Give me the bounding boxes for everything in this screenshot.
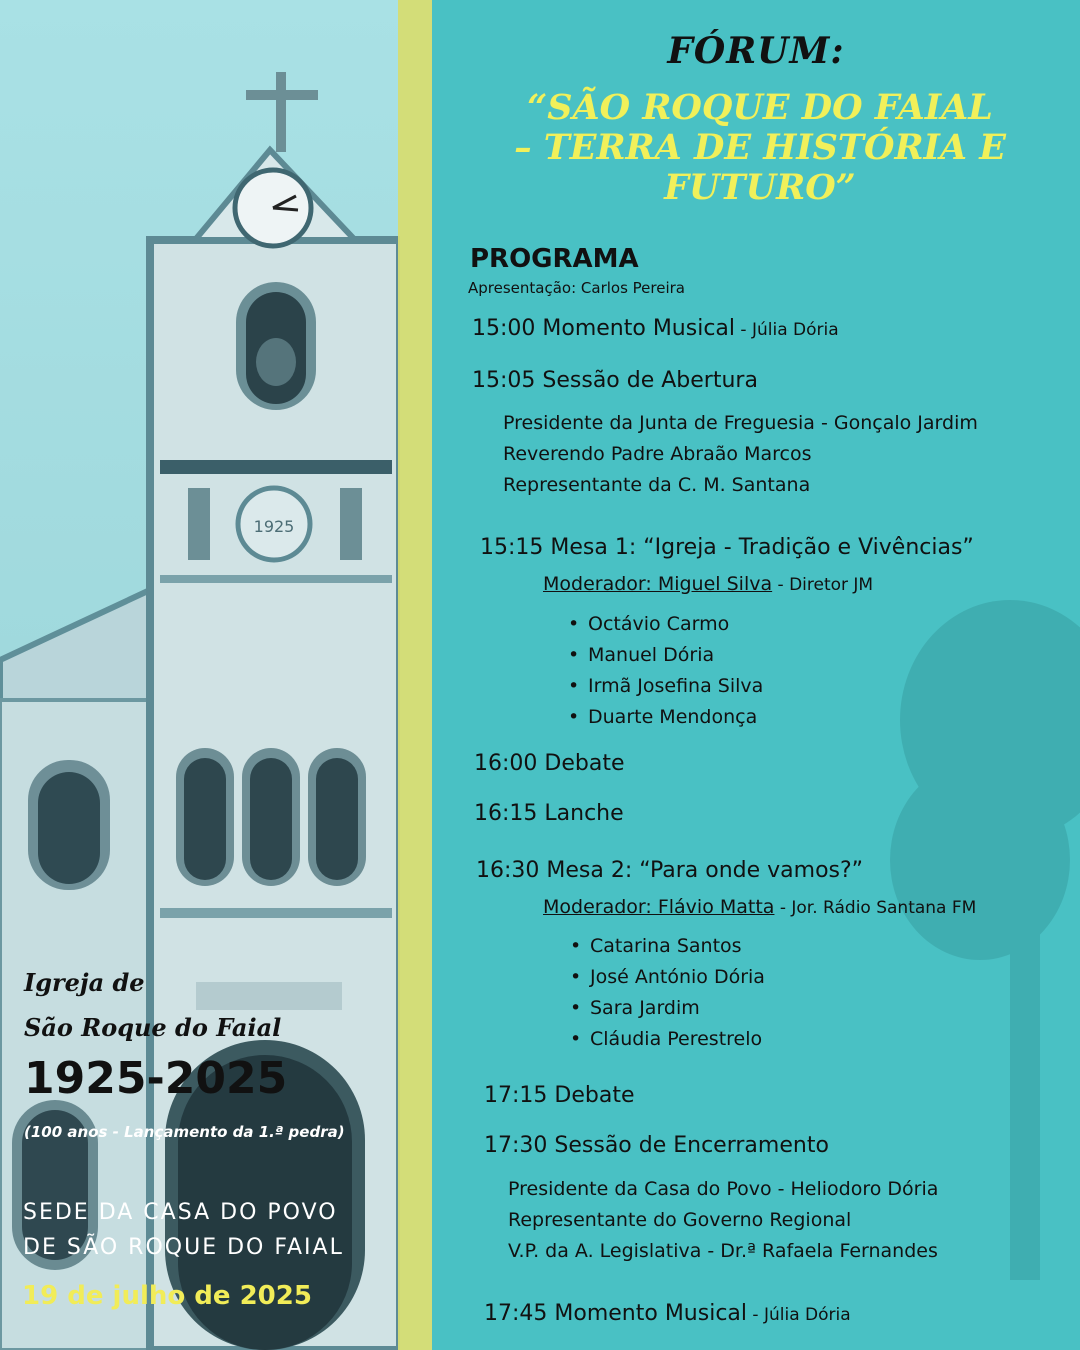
church-photo bbox=[0, 0, 400, 1350]
schedule-item: 17:30 Sessão de Encerramento bbox=[484, 1133, 829, 1158]
forum-subtitle-line: – TERRA DE HISTÓRIA E bbox=[514, 127, 1006, 168]
panelist-item: • Sara Jardim bbox=[590, 997, 700, 1019]
forum-subtitle bbox=[500, 88, 1020, 208]
panelist-item: • Manuel Dória bbox=[588, 644, 714, 666]
speaker-line: Presidente da Junta de Freguesia - Gonçalo Jardim bbox=[503, 412, 978, 434]
forum-title: FÓRUM: bbox=[667, 30, 845, 72]
program-heading: PROGRAMA bbox=[470, 244, 639, 274]
schedule-item: 15:05 Sessão de Abertura bbox=[472, 368, 758, 393]
panelist-item: • Catarina Santos bbox=[590, 935, 742, 957]
panelist-item: • Octávio Carmo bbox=[588, 613, 729, 635]
item-title: 17:45 Momento Musical bbox=[484, 1301, 748, 1326]
moderator-role: - Jor. Rádio Santana FM bbox=[774, 898, 977, 918]
plaque-year: 1925 bbox=[253, 517, 295, 536]
church-name-line: São Roque do Faial bbox=[24, 1013, 282, 1042]
anniversary-years: 1925-2025 bbox=[24, 1053, 288, 1104]
church-name-line: Igreja de bbox=[24, 968, 145, 997]
venue-line: SEDE DA CASA DO POVO bbox=[23, 1200, 338, 1225]
moderator-line bbox=[543, 573, 873, 595]
yellow-divider bbox=[398, 0, 432, 1350]
speaker-line: V.P. da A. Legislativa - Dr.ª Rafaela Fernandes bbox=[508, 1240, 938, 1262]
schedule-item bbox=[484, 1301, 851, 1326]
panelist-item: • José António Dória bbox=[590, 966, 765, 988]
forum-subtitle-line: “SÃO ROQUE DO FAIAL bbox=[527, 87, 993, 128]
schedule-item bbox=[472, 316, 839, 341]
church-illustration bbox=[0, 0, 400, 1350]
event-date: 19 de julho de 2025 bbox=[22, 1281, 312, 1311]
schedule-item: 15:15 Mesa 1: “Igreja - Tradição e Vivências” bbox=[480, 535, 974, 560]
schedule-item: 16:30 Mesa 2: “Para onde vamos?” bbox=[476, 858, 864, 883]
schedule-item: 17:15 Debate bbox=[484, 1083, 635, 1108]
panelist-item: • Cláudia Perestrelo bbox=[590, 1028, 762, 1050]
item-performer: - Júlia Dória bbox=[735, 320, 839, 340]
schedule-item: 16:00 Debate bbox=[474, 751, 625, 776]
moderator-line bbox=[543, 896, 976, 918]
moderator-name: Moderador: Miguel Silva bbox=[543, 573, 773, 595]
program-presenter: Apresentação: Carlos Pereira bbox=[468, 279, 686, 297]
item-title: 15:00 Momento Musical bbox=[472, 316, 736, 341]
speaker-line: Reverendo Padre Abraão Marcos bbox=[503, 443, 812, 465]
speaker-line: Presidente da Casa do Povo - Heliodoro Dória bbox=[508, 1178, 939, 1200]
anniversary-note: (100 anos - Lançamento da 1.ª pedra) bbox=[24, 1123, 345, 1141]
panelist-item: • Irmã Josefina Silva bbox=[588, 675, 763, 697]
item-performer: - Júlia Dória bbox=[747, 1305, 851, 1325]
speaker-line: Representante da C. M. Santana bbox=[503, 474, 811, 496]
moderator-name: Moderador: Flávio Matta bbox=[543, 896, 775, 918]
moderator-role: - Diretor JM bbox=[772, 575, 874, 595]
forum-subtitle-line: FUTURO” bbox=[664, 167, 856, 208]
panelist-item: • Duarte Mendonça bbox=[588, 706, 757, 728]
speaker-line: Representante do Governo Regional bbox=[508, 1209, 852, 1231]
schedule-item: 16:15 Lanche bbox=[474, 801, 624, 826]
venue-line: DE SÃO ROQUE DO FAIAL bbox=[23, 1235, 344, 1260]
